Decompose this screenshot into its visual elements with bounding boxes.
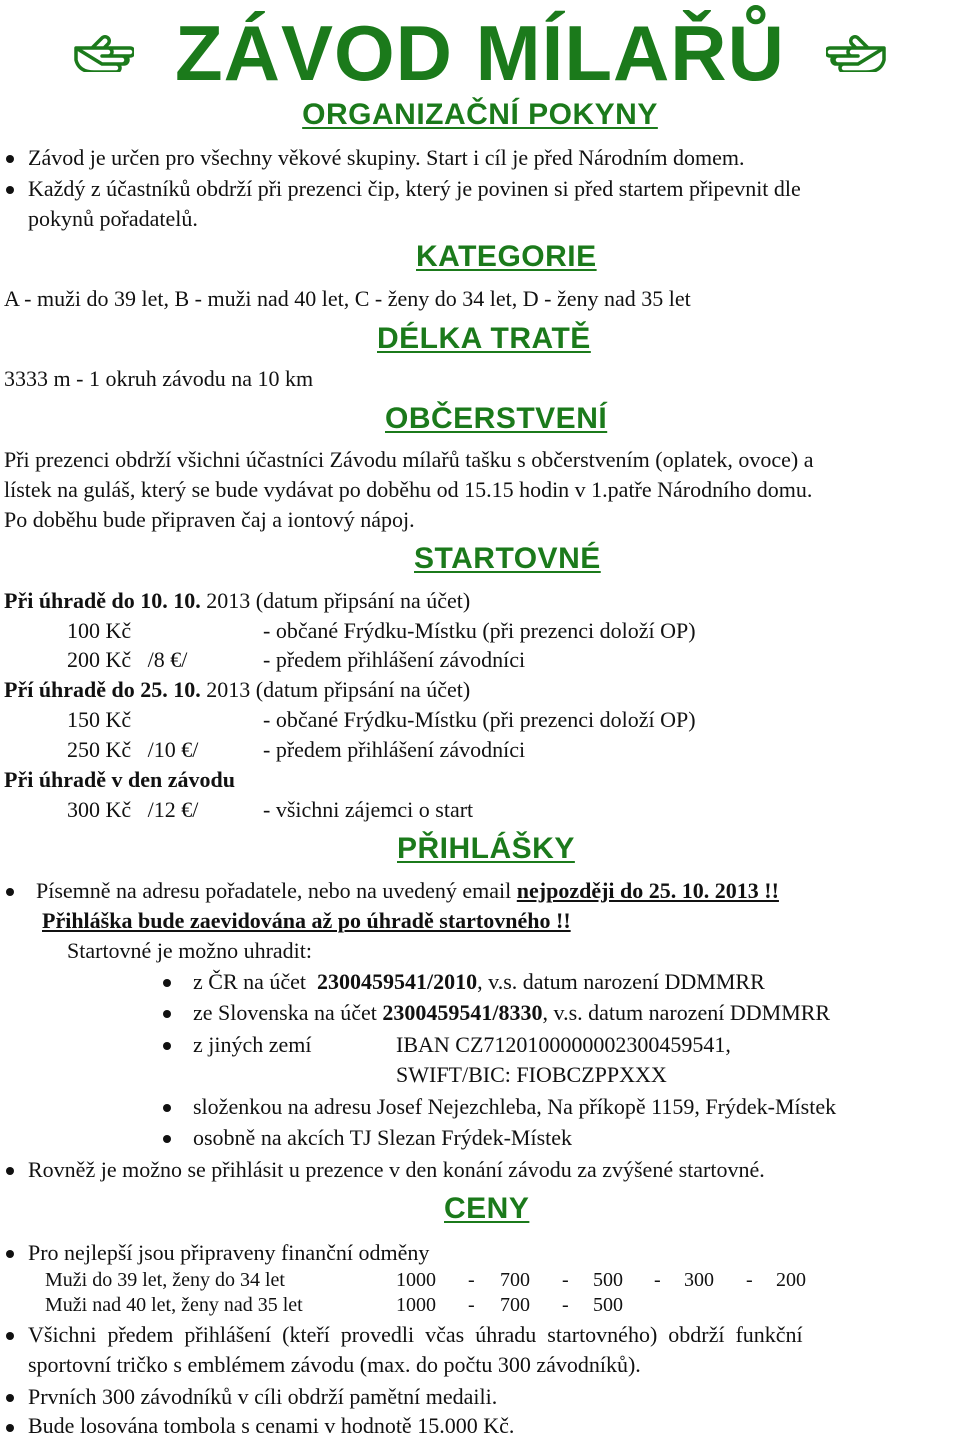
prize-value: 200	[776, 1269, 806, 1291]
price-note: - občané Frýdku-Místku (při prezenci doloží OP)	[263, 618, 696, 643]
delka-text: 3333 m - 1 okruh závodu na 10 km	[4, 366, 314, 391]
prize-sep: -	[746, 1269, 753, 1291]
payment-item: ze Slovenska na účet 2300459541/8330, v.s. datum narození DDMMRR	[193, 1000, 831, 1025]
bullet-icon	[6, 1394, 14, 1402]
price: 250 Kč /10 €/	[67, 737, 199, 762]
prize-sep: -	[562, 1294, 569, 1316]
prize-value: 1000	[396, 1294, 436, 1316]
price-note: - všichni zájemci o start	[263, 797, 474, 822]
startovne-group-3-label: Při úhradě v den závodu	[4, 767, 236, 792]
prize-row-label: Muži do 39 let, ženy do 34 let	[45, 1269, 285, 1291]
subtitle-heading: ORGANIZAČNÍ POKYNY	[302, 98, 658, 131]
bullet-icon	[6, 1250, 14, 1258]
prize-value: 1000	[396, 1269, 436, 1291]
prize-value: 700	[500, 1269, 530, 1291]
payment-swift: SWIFT/BIC: FIOBCZPPXXX	[396, 1062, 667, 1087]
bullet-icon	[163, 1010, 171, 1018]
startovne-heading: STARTOVNÉ	[414, 542, 601, 575]
ceny-line-4: Bude losována tombola s cenami v hodnotě 15.000 Kč.	[28, 1413, 515, 1438]
prihlasky-line-2: Přihláška bude zaevidována až po úhradě startovného !!	[42, 908, 571, 933]
prize-value: 300	[684, 1269, 714, 1291]
price: 100 Kč	[67, 618, 132, 643]
ceny-line-2a: Všichni předem přihlášení (kteří provedli včas úhradu startovného) obdrží funkční	[28, 1322, 803, 1347]
prize-sep: -	[654, 1269, 661, 1291]
bullet-icon	[6, 1424, 14, 1432]
bullet-icon	[6, 1332, 14, 1340]
payment-item: osobně na akcích TJ Slezan Frýdek-Místek	[193, 1125, 573, 1150]
prihlasky-line-last: Rovněž je možno se přihlásit u prezence v den konání závodu za zvýšené startovné.	[28, 1157, 765, 1182]
price: 300 Kč /12 €/	[67, 797, 199, 822]
payment-iban: IBAN CZ7120100000002300459541,	[396, 1032, 731, 1057]
obcerstveni-heading: OBČERSTVENÍ	[385, 402, 608, 435]
prize-sep: -	[468, 1294, 475, 1316]
prihlasky-heading: PŘIHLÁŠKY	[397, 832, 575, 865]
prize-value: 500	[593, 1269, 623, 1291]
price-note: - občané Frýdku-Místku (při prezenci doloží OP)	[263, 707, 696, 732]
bullet-icon	[163, 979, 171, 987]
payment-item: z ČR na účet 2300459541/2010, v.s. datum narození DDMMRR	[193, 969, 765, 994]
intro-line-1: Závod je určen pro všechny věkové skupiny. Start i cíl je před Národním domem.	[28, 145, 745, 170]
kategorie-heading: KATEGORIE	[416, 240, 597, 273]
bullet-icon	[163, 1135, 171, 1143]
ceny-heading: CENY	[444, 1192, 530, 1225]
prihlasky-line-1: Písemně na adresu pořadatele, nebo na uvedený email nejpozději do 25. 10. 2013 !!	[36, 878, 779, 903]
price: 150 Kč	[67, 707, 132, 732]
intro-line-2: Každý z účastníků obdrží při prezenci čip, který je povinen si před startem připevnit dle	[28, 176, 801, 201]
bullet-icon	[163, 1104, 171, 1112]
payment-item-label: z jiných zemí	[193, 1032, 312, 1057]
ceny-line-2b: sportovní tričko s emblémem závodu (max. do počtu 300 závodníků).	[28, 1352, 641, 1377]
prize-sep: -	[468, 1269, 475, 1291]
bullet-icon	[163, 1042, 171, 1050]
prize-value: 500	[593, 1294, 623, 1316]
delka-heading: DÉLKA TRATĚ	[377, 322, 591, 355]
bullet-icon	[6, 1167, 14, 1175]
title-text: ZÁVOD MÍLAŘŮ	[175, 9, 785, 97]
obcerstveni-line-3: Po doběhu bude připraven čaj a iontový nápoj.	[4, 507, 415, 532]
intro-line-3: pokynů pořadatelů.	[28, 206, 198, 231]
startovne-group-1-label: Při úhradě do 10. 10. 2013 (datum připsání na účet)	[4, 588, 471, 613]
bullet-icon	[6, 155, 14, 163]
obcerstveni-line-2: lístek na guláš, který se bude vydávat po doběhu od 15.15 hodin v 1.patře Národního domu.	[4, 477, 813, 502]
obcerstveni-line-1: Při prezenci obdrží všichni účastníci Závodu mílařů tašku s občerstvením (oplatek, ovoce) a	[4, 447, 814, 472]
pointing-hand-icon	[72, 8, 134, 98]
price-note: - předem přihlášení závodníci	[263, 737, 526, 762]
prize-sep: -	[562, 1269, 569, 1291]
ceny-line-3: Prvních 300 závodníků v cíli obdrží pamětní medaili.	[28, 1384, 498, 1409]
prihlasky-line-3: Startovné je možno uhradit:	[67, 938, 312, 963]
price: 200 Kč /8 €/	[67, 647, 188, 672]
ceny-line-1: Pro nejlepší jsou připraveny finanční odměny	[28, 1240, 430, 1265]
payment-item: složenkou na adresu Josef Nejezchleba, Na příkopě 1159, Frýdek-Místek	[193, 1094, 837, 1119]
bullet-icon	[6, 186, 14, 194]
prize-value: 700	[500, 1294, 530, 1316]
bullet-icon	[6, 888, 14, 896]
pointing-hand-icon	[826, 8, 888, 98]
price-note: - předem přihlášení závodníci	[263, 647, 526, 672]
prize-row-label: Muži nad 40 let, ženy nad 35 let	[45, 1294, 303, 1316]
startovne-group-2-label: Pří úhradě do 25. 10. 2013 (datum připsání na účet)	[4, 677, 471, 702]
kategorie-text: A - muži do 39 let, B - muži nad 40 let, C - ženy do 34 let, D - ženy nad 35 let	[4, 286, 691, 311]
page-title	[0, 8, 960, 104]
